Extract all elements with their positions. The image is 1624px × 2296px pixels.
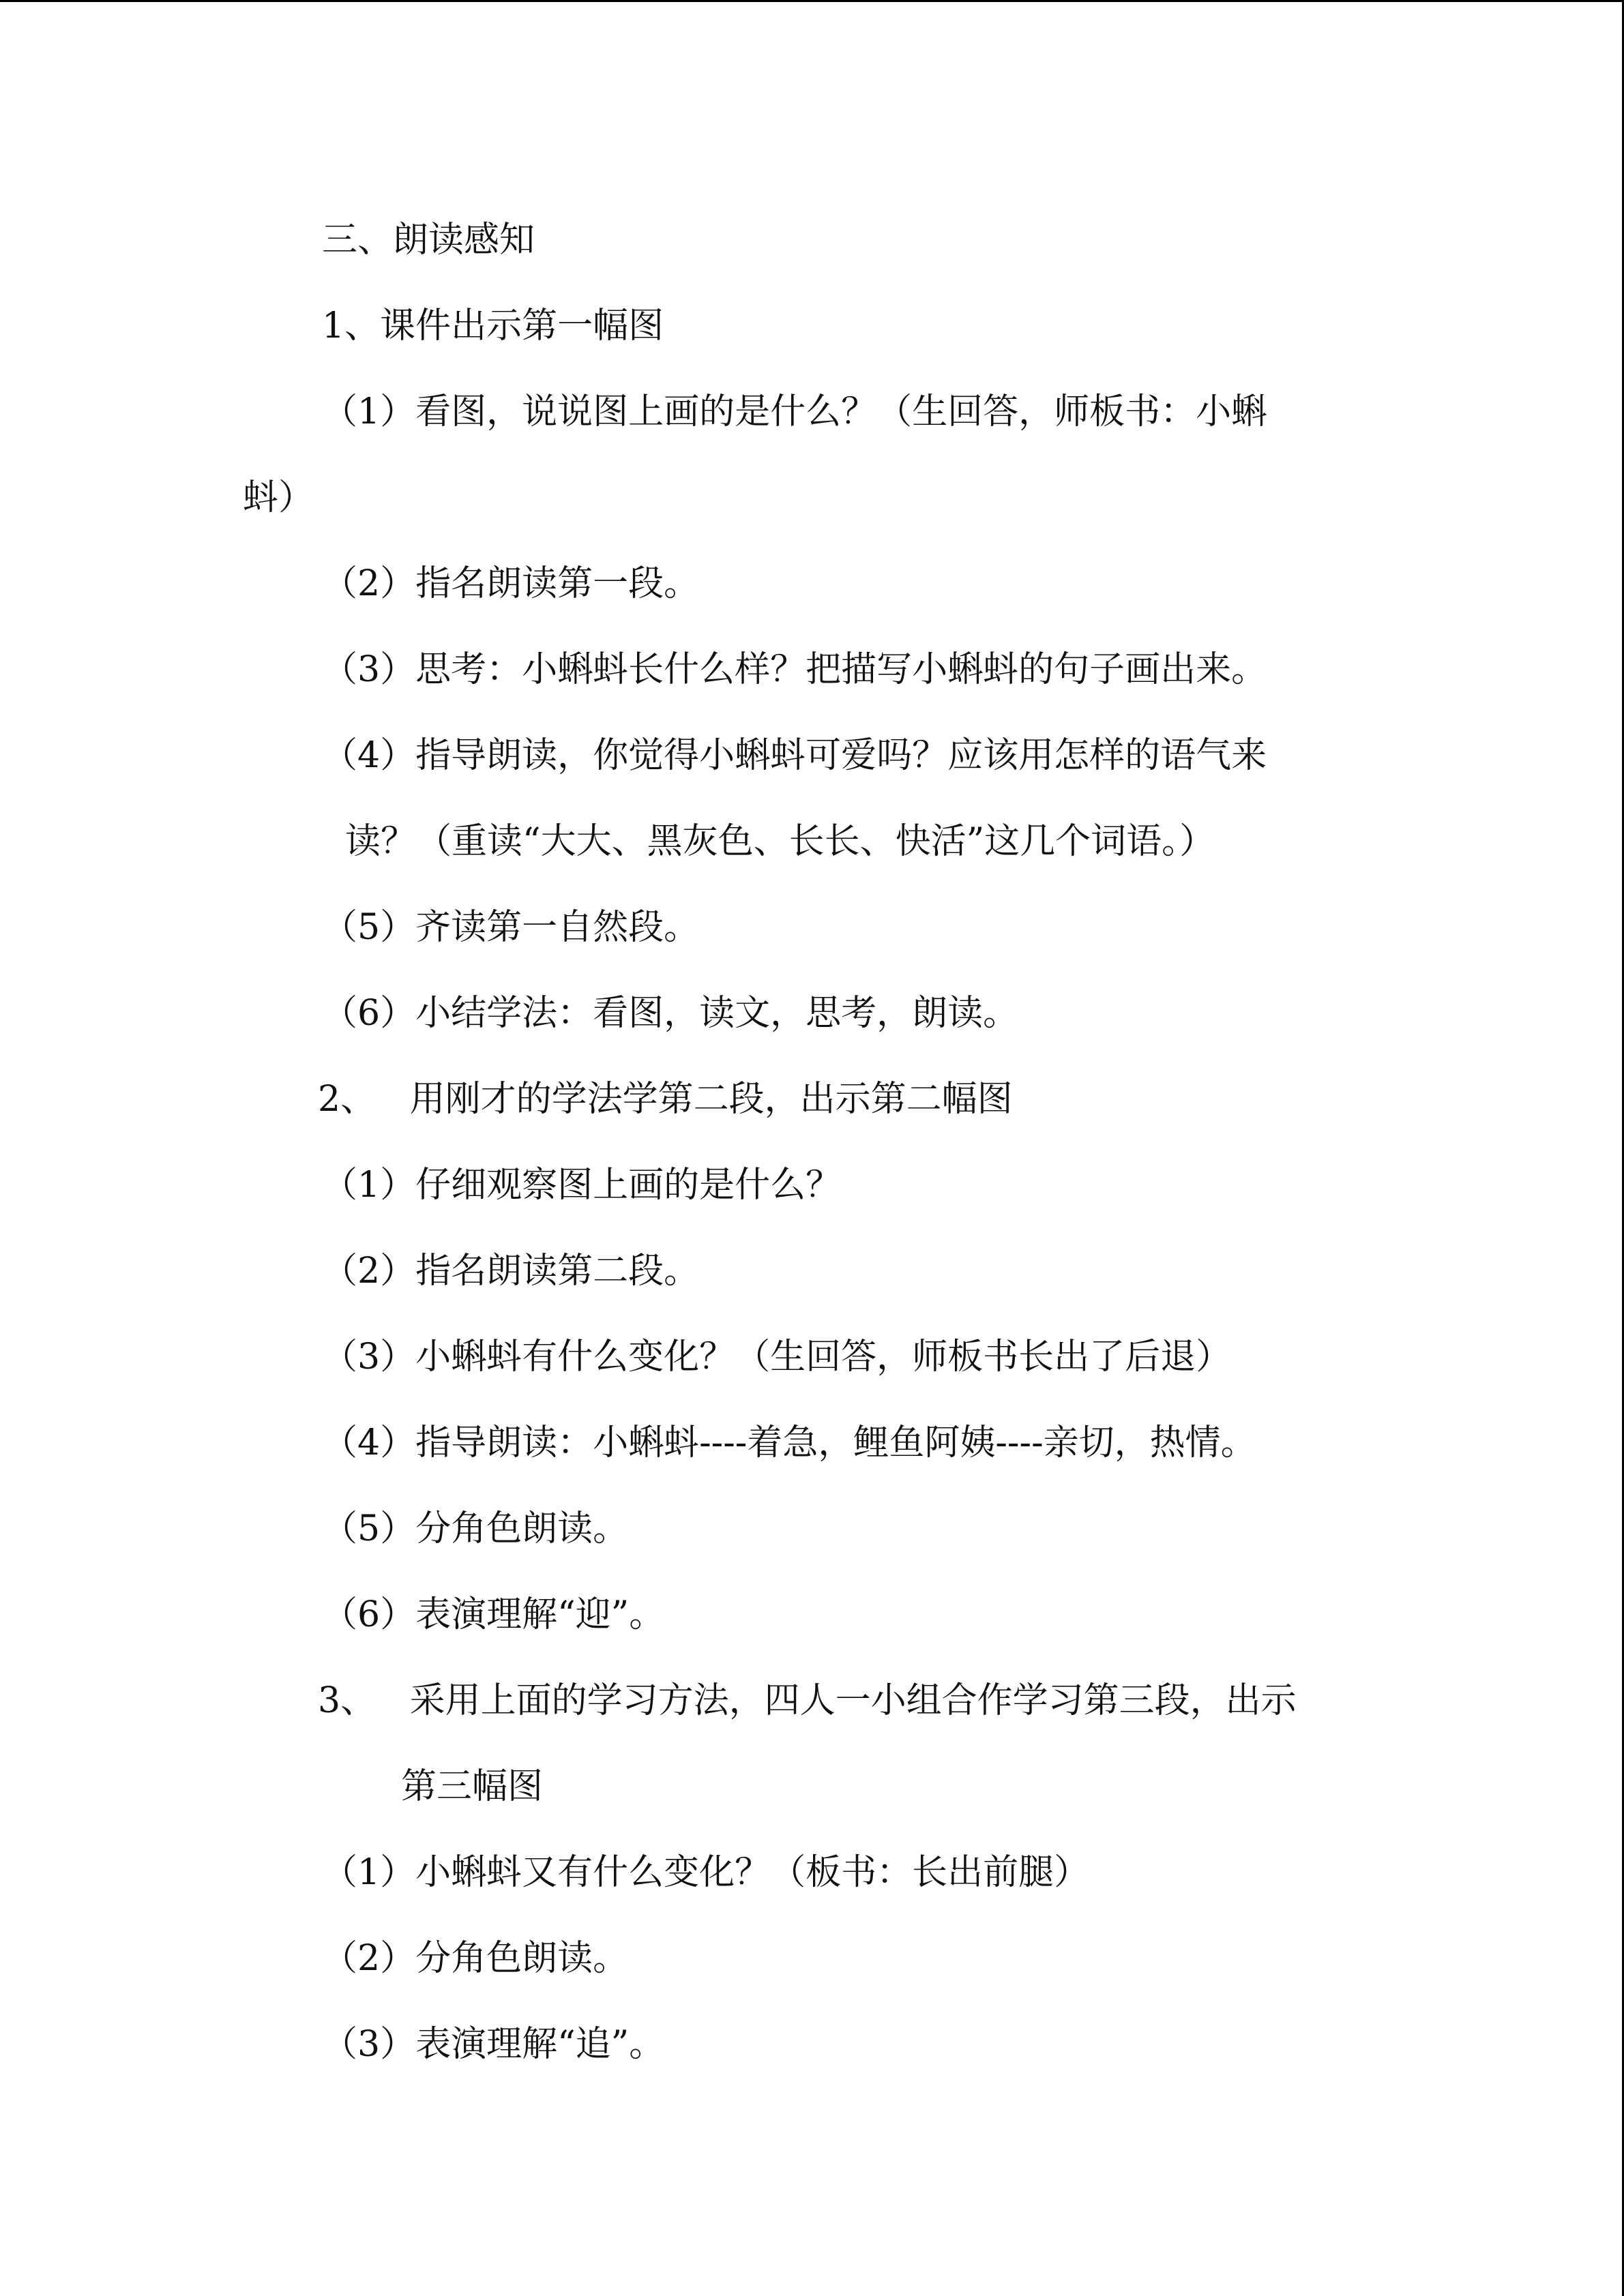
paragraph-line: （1）小蝌蚪又有什么变化？（板书：长出前腿） — [322, 1852, 1090, 1893]
paragraph-line: （3）思考：小蝌蚪长什么样？把描写小蝌蚪的句子画出来。 — [322, 649, 1267, 690]
paragraph-line: （3）表演理解“追”。 — [322, 2024, 665, 2065]
step-heading-1: 1、课件出示第一幅图 — [322, 305, 664, 346]
paragraph-line: （3）小蝌蚪有什么变化？（生回答，师板书长出了后退） — [322, 1337, 1232, 1377]
step-heading-2: 2、 用刚才的学法学第二段，出示第二幅图 — [318, 1079, 1013, 1120]
paragraph-line: （1）仔细观察图上画的是什么？ — [322, 1165, 842, 1206]
paragraph-line: 第三幅图 — [401, 1766, 544, 1807]
step-heading-3: 3、 采用上面的学习方法，四人一小组合作学习第三段，出示 — [318, 1680, 1297, 1721]
paragraph-line: （4）指导朗读：小蝌蚪----着急，鲤鱼阿姨----亲切，热情。 — [322, 1422, 1256, 1463]
paragraph-line: （2）分角色朗读。 — [322, 1938, 629, 1979]
section-heading: 三、朗读感知 — [322, 220, 535, 260]
paragraph-line: （5）分角色朗读。 — [322, 1508, 629, 1549]
paragraph-line: 读？（重读“大大、黑灰色、长长、快活”这几个词语。） — [345, 821, 1215, 862]
paragraph-line: （5）齐读第一自然段。 — [322, 907, 700, 948]
paragraph-line: （2）指名朗读第二段。 — [322, 1251, 700, 1292]
paragraph-line: （6）小结学法：看图，读文，思考，朗读。 — [322, 993, 1019, 1034]
paragraph-line: （6）表演理解“迎”。 — [322, 1594, 665, 1635]
paragraph-line: （4）指导朗读，你觉得小蝌蚪可爱吗？应该用怎样的语气来 — [322, 735, 1267, 776]
paragraph-line: （1）看图，说说图上画的是什么？（生回答，师板书：小蝌 — [322, 391, 1267, 432]
paragraph-line: （2）指名朗读第一段。 — [322, 563, 700, 604]
paragraph-line: 蚪） — [243, 477, 314, 518]
